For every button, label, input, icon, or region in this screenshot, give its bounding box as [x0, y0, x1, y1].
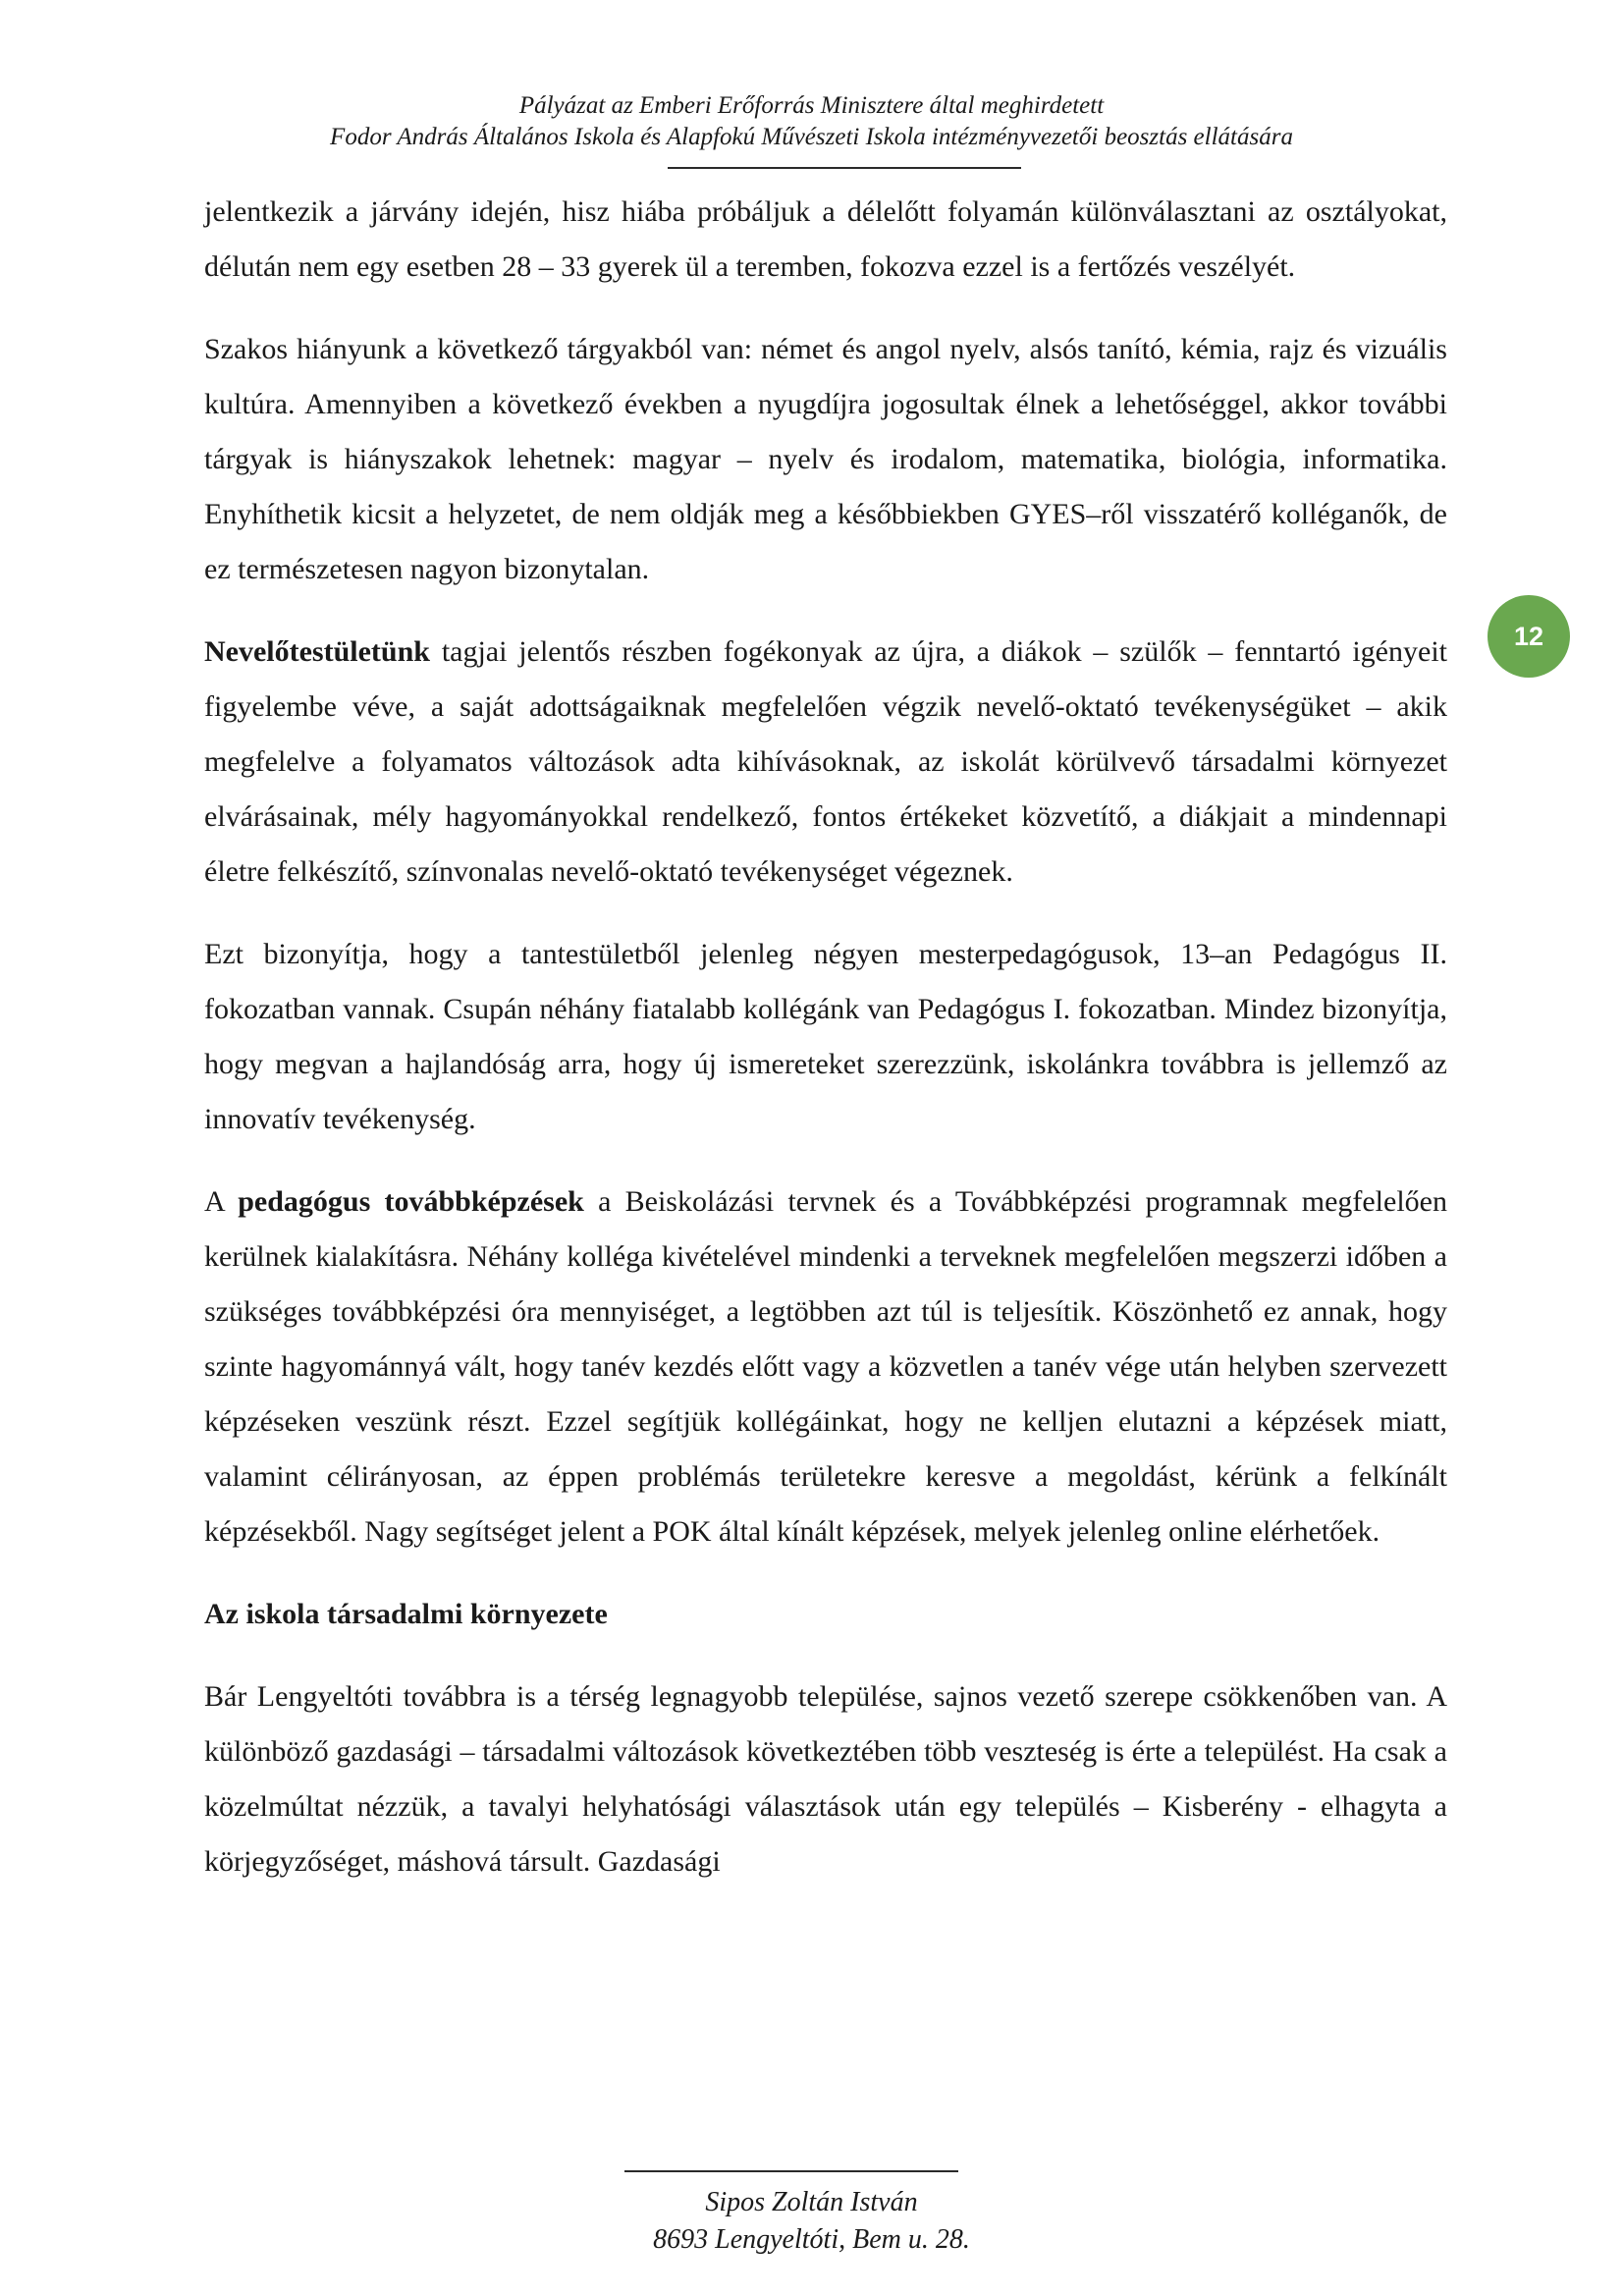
document-body [204, 185, 1447, 1917]
header-line-2: Fodor András Általános Iskola és Alapfokú Művészeti Iskola intézményvezetői beosztás ellátására [330, 124, 1293, 150]
paragraph-4: Ezt bizonyítja, hogy a tantestületből jelenleg négyen mesterpedagógusok, 13–an Pedagógus II. fokozatban vannak. Csupán néhány fiatalabb kollégánk van Pedagógus I. fokozatban. Mindez bizonyítja, hogy megvan a hajlandóság arra, hogy új ismereteket szerezzünk, iskolánkra továbbra is jellemző az innovatív tevékenység. [204, 938, 1447, 1135]
paragraph-5-text: a Beiskolázási tervnek és a Továbbképzési programnak megfelelően kerülnek kialakításra. Néhány kolléga kivételével mindenki a terveknek megfelelően megszerzi időben a szükséges továbbképzési óra mennyiséget, a legtöbben azt túl is teljesítik. Köszönhető ez annak, hogy szinte hagyománnyá vált, hogy tanév kezdés előtt vagy a közvetlen a tanév vége után helyben szervezett képzéseken veszünk részt. Ezzel segítjük kollégáinkat, hogy ne kelljen elutazni a képzések miatt, valamint célirányosan, az éppen problémás területekre keresve a megoldást, kérünk a felkínált képzésekből. Nagy segítséget jelent a POK által kínált képzések, melyek jelenleg online elérhetőek. [204, 1185, 1447, 1548]
paragraph-3-bold-term: Nevelőtestületünk [204, 635, 430, 668]
page-number-badge: 12 [1488, 595, 1570, 678]
footer-divider [624, 2170, 958, 2172]
paragraph-5-bold-term: pedagógus továbbképzések [238, 1185, 584, 1218]
paragraph-1: jelentkezik a járvány idején, hisz hiába próbáljuk a délelőtt folyamán különválasztani az osztályokat, délután nem egy esetben 28 – 33 gyerek ül a teremben, fokozva ezzel is a fertőzés veszélyét. [204, 195, 1447, 283]
document-footer [0, 2184, 1623, 2259]
section-heading: Az iskola társadalmi környezete [204, 1598, 608, 1630]
document-header [0, 90, 1623, 153]
paragraph-5-prefix: A [204, 1185, 239, 1218]
footer-name: Sipos Zoltán István [705, 2187, 918, 2217]
paragraph-5 [204, 1175, 1447, 1559]
header-divider [668, 167, 1021, 169]
paragraph-3 [204, 625, 1447, 900]
header-line-1: Pályázat az Emberi Erőforrás Minisztere által meghirdetett [518, 92, 1105, 119]
paragraph-6: Bár Lengyeltóti továbbra is a térség legnagyobb települése, sajnos vezető szerepe csökkenőben van. A különböző gazdasági – társadalmi változások következtében több veszteség is érte a települést. Ha csak a közelmúltat nézzük, a tavalyi helyhatósági választások után egy település – Kisberény - elhagyta a körjegyzőséget, máshová társult. Gazdasági [204, 1680, 1447, 1878]
paragraph-3-text: tagjai jelentős részben fogékonyak az újra, a diákok – szülők – fenntartó igényeit figyelembe véve, a saját adottságaiknak megfelelően végzik nevelő-oktató tevékenységüket – akik megfelelve a folyamatos változások adta kihívásoknak, az iskolát körülvevő társadalmi környezet elvárásainak, mély hagyományokkal rendelkező, fontos értékeket közvetítő, a diákjait a mindennapi életre felkészítő, színvonalas nevelő-oktató tevékenységet végeznek. [204, 635, 1447, 888]
paragraph-2: Szakos hiányunk a következő tárgyakból van: német és angol nyelv, alsós tanító, kémia, rajz és vizuális kultúra. Amennyiben a következő években a nyugdíjra jogosultak élnek a lehetőséggel, akkor további tárgyak is hiányszakok lehetnek: magyar – nyelv és irodalom, matematika, biológia, informatika. Enyhíthetik kicsit a helyzetet, de nem oldják meg a későbbiekben GYES–ről visszatérő kolléganők, de ez természetesen nagyon bizonytalan. [204, 333, 1447, 585]
footer-address: 8693 Lengyeltóti, Bem u. 28. [653, 2224, 970, 2255]
